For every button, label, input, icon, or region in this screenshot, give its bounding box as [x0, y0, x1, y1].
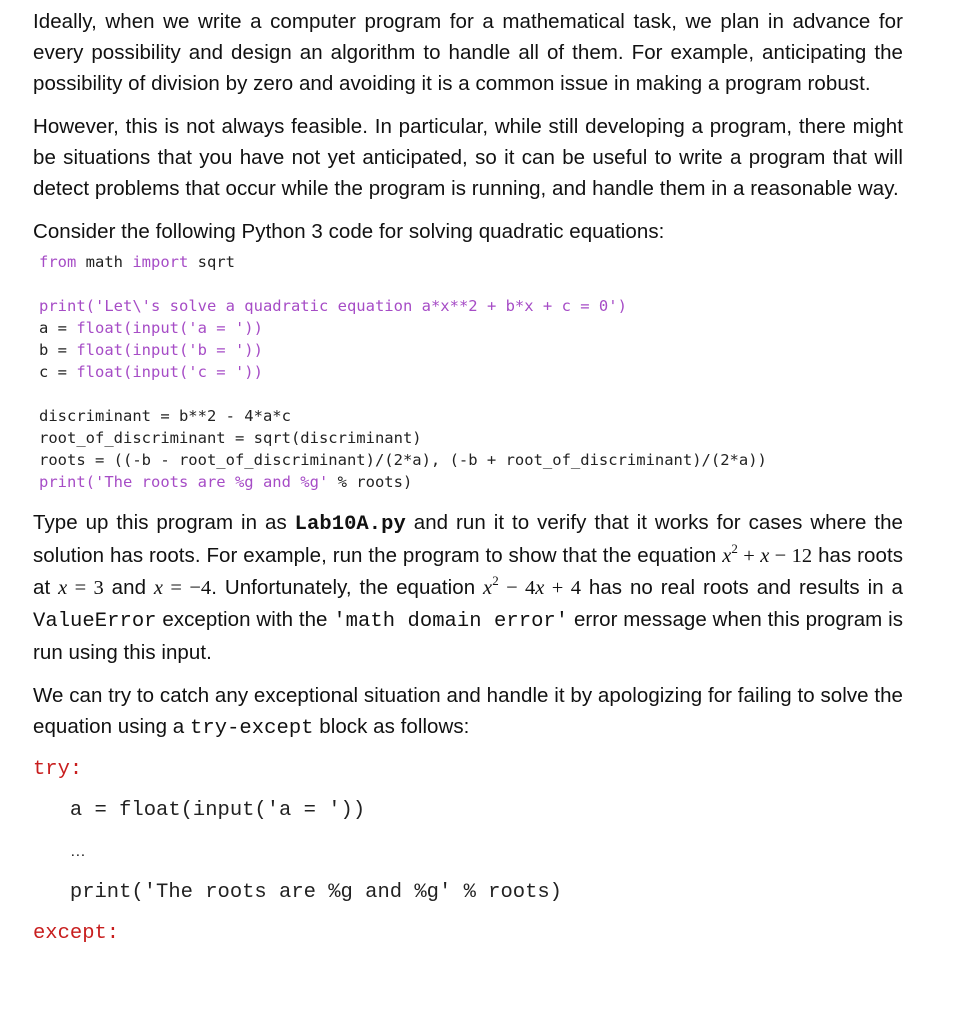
- text-span: import: [132, 253, 189, 271]
- text-span: float(input('a = ')): [76, 319, 263, 337]
- error-message: 'math domain error': [333, 610, 569, 633]
- code-line-6: discriminant = b**2 - 4*a*c: [39, 407, 291, 425]
- text-span: float(input('c = ')): [76, 363, 263, 381]
- text-span: Ideally, when we write a computer program for a mathematical task, we plan in advance for every possibility and design an algorithm to handle all of them. For example, anticipating the possibility of division by zero and avoiding it is a common issue in making a program robust.: [33, 10, 903, 95]
- paragraph-try-except: [33, 680, 903, 744]
- text-span: +: [737, 545, 761, 567]
- text-span: sqrt: [188, 253, 235, 271]
- document-page: [33, 6, 903, 949]
- code-block-quadratic: [39, 251, 903, 493]
- text-span: …: [69, 843, 86, 860]
- text-span: print: [39, 297, 86, 315]
- text-span: a =: [39, 319, 77, 337]
- code-line-4: [39, 341, 263, 359]
- text-span: print('The roots are %g and %g': [39, 473, 329, 491]
- text-span: float(input('b = ')): [76, 341, 263, 359]
- text-span: = 3: [67, 577, 104, 599]
- text-span: b =: [39, 341, 77, 359]
- text-span: block as follows:: [313, 715, 470, 738]
- text-span: a = float(input('a = ')): [69, 799, 366, 822]
- text-span: However, this is not always feasible. In particular, while still developing a program, there might be situations that you have not yet anticipated, so it can be useful to write a program that will detect problems that occur while the program is running, and handle them in a reasonable way.: [33, 115, 903, 200]
- code-assign-a: [33, 799, 365, 822]
- code-line-1: [39, 253, 235, 271]
- text-span: We can try to catch any exceptional situation and handle it by apologizing for failing to solve the equation using a: [33, 684, 903, 738]
- text-span: = −4: [163, 577, 212, 599]
- text-span: ('Let\'s solve a quadratic equation a*x**2 + b*x + c = 0'): [85, 297, 627, 315]
- code-line-9: [39, 473, 412, 491]
- text-span: math: [76, 253, 133, 271]
- code-except: except:: [33, 922, 120, 945]
- text-span: c =: [39, 363, 77, 381]
- exception-name: ValueError: [33, 610, 157, 633]
- code-ellipsis: [33, 840, 86, 863]
- code-print-roots: [33, 881, 562, 904]
- code-line-3: [39, 319, 263, 337]
- text-span: − 4: [498, 577, 536, 599]
- text-span: x: [483, 577, 493, 599]
- paragraph-consider: [33, 216, 903, 247]
- text-span: + 4: [544, 577, 581, 599]
- text-span: x: [58, 577, 68, 599]
- text-span: Consider the following Python 3 code for solving quadratic equations:: [33, 220, 665, 243]
- code-block-try-except: [33, 754, 903, 949]
- text-span: 2: [492, 573, 499, 588]
- code-line-8: roots = ((-b - root_of_discriminant)/(2*a), (-b + root_of_discriminant)/(2*a)): [39, 451, 767, 469]
- paragraph-feasibility: [33, 111, 903, 204]
- text-span: x: [760, 545, 770, 567]
- text-span: has no real roots and results in a: [581, 576, 903, 599]
- text-span: x: [535, 577, 545, 599]
- code-line-7: root_of_discriminant = sqrt(discriminant): [39, 429, 422, 447]
- code-try: try:: [33, 758, 83, 781]
- code-line-2: [39, 297, 627, 315]
- text-span: x: [722, 545, 732, 567]
- text-span: and: [103, 576, 154, 599]
- text-span: 2: [731, 541, 738, 556]
- paragraph-intro: [33, 6, 903, 99]
- text-span: error message when this program is run using this input.: [33, 608, 903, 664]
- text-span: exception with the: [156, 608, 334, 631]
- text-span: x: [153, 577, 164, 599]
- text-span: − 12: [769, 545, 813, 567]
- text-span: Type up this program in as: [33, 511, 295, 534]
- paragraph-type-up: [33, 507, 903, 668]
- text-span: from: [39, 253, 77, 271]
- text-span: . Unfortunately, the equation: [211, 576, 484, 599]
- text-span: has roots at: [33, 544, 903, 599]
- filename: Lab10A.py: [294, 513, 406, 536]
- text-span: print('The roots are %g and %g' % roots): [69, 881, 562, 904]
- try-except-keyword: try-except: [190, 717, 314, 740]
- code-line-5: [39, 363, 263, 381]
- text-span: % roots): [328, 473, 413, 491]
- text-span: and run it to verify that it works for cases where the solution has roots. For example, run the program to show that the equation: [33, 511, 903, 567]
